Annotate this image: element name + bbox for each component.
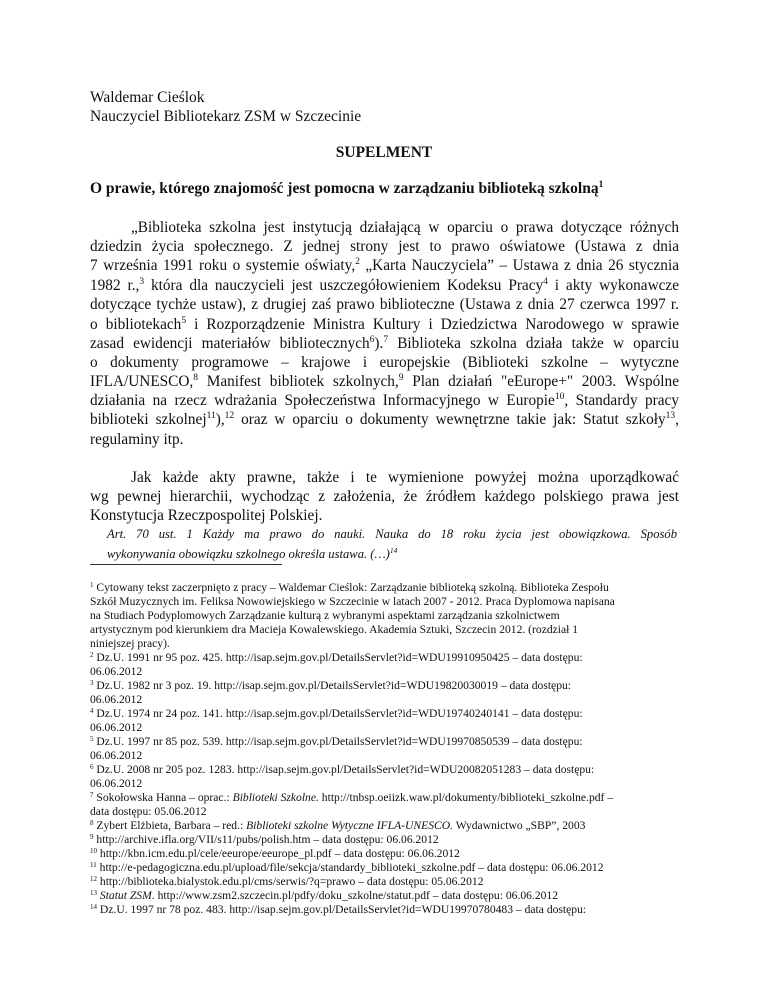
author-position: Nauczyciel Bibliotekarz ZSM w Szczecinie (90, 108, 362, 125)
paragraph-line: dotyczące tychże ustaw), z drugiej zaś prawo biblioteczne (Ustawa z dnia 27 czerwca 1997 r. (90, 296, 679, 313)
footnote-line: 06.06.2012 (90, 665, 143, 678)
footnote-1: $^1$ Cytowany tekst zaczerpnięto z pracy – Waldemar Cieślok: Zarządzanie biblioteką szkolną. Biblioteka Zespołu (90, 581, 609, 594)
document-heading: SUPELMENT (335, 144, 433, 161)
footnote-ref: 6 (369, 335, 375, 345)
footnote-ref: 7 (383, 335, 389, 345)
footnote-ref: 4 (543, 277, 548, 287)
footnote-ref: 12 (224, 411, 235, 421)
paragraph-line: wg pewnej hierarchii, wychodząc z założenia, że źródłem każdego polskiego prawa jest (90, 488, 679, 505)
paragraph-line: IFLA/UNESCO,$^8$ Manifest bibliotek szkolnych,$^9$ Plan działań "eEurope+" 2003. Wspólne (90, 373, 679, 390)
footnote-line: niniejszej pracy). (90, 637, 170, 650)
paragraph-line: biblioteki szkolnej$^{11}$),$^{12}$ oraz w oparciu o dokumenty wewnętrzne takie jak: Statut szkoły$^{13}$, (90, 411, 679, 428)
footnote-ref: 3 (139, 277, 145, 287)
paragraph-line: 7 września 1991 roku o systemie oświaty,$^2$ „Karta Nauczyciela” – Ustawa z dnia 26 stycznia (90, 257, 679, 274)
footnote-ref: 14 (389, 546, 398, 555)
footnote-9: $^9$ http://archive.ifla.org/VII/s11/pubs/polish.htm – data dostępu: 06.06.2012 (90, 833, 439, 846)
author-name: Waldemar Cieślok (90, 89, 205, 106)
footnote-10: $^{10}$ http://kbn.icm.edu.pl/cele/eeurope/eeurope_pl.pdf – data dostępu: 06.06.2012 (90, 847, 460, 860)
constitution-quote: Art. 70 ust. 1 Każdy ma prawo do nauki. Nauka do 18 roku życia jest obowiązkowa. Sposób (107, 527, 677, 541)
footnote-3: $^3$ Dz.U. 1982 nr 3 poz. 19. http://isap.sejm.gov.pl/DetailsServlet?id=WDU19820030019 – data dostępu: (90, 679, 572, 692)
paragraph-line: Konstytucja Rzeczpospolitej Polskiej. (90, 507, 323, 524)
footnote-ref: 9 (398, 373, 404, 383)
footnote-line: Szkół Muzycznych im. Feliksa Nowowiejskiego w Szczecinie w latach 2007 - 2012. Praca Dyplomowa napisana (90, 595, 615, 608)
footnote-line: 06.06.2012 (90, 721, 143, 734)
footnote-line: artystycznym pod kierunkiem dra Macieja Kowalewskiego. Akademia Sztuki, Szczecin 2012. (rozdział 1 (90, 623, 579, 636)
paragraph-line: zasad ewidencji materiałów bibliotecznych$^6$).$^7$ Biblioteka szkolna działa także w oparciu (90, 335, 679, 352)
footnote-line: data dostępu: 05.06.2012 (90, 805, 207, 818)
section-heading (90, 179, 603, 198)
paragraph-line: dziedzin życia społecznego. Z jednej strony jest to prawo oświatowe (Ustawa z dnia (90, 238, 679, 255)
footnote-4: $^4$ Dz.U. 1974 nr 24 poz. 141. http://isap.sejm.gov.pl/DetailsServlet?id=WDU19740240141 – data dostępu: (90, 707, 583, 720)
paragraph-line: regulaminy itp. (90, 431, 184, 448)
footnote-ref: 10 (554, 392, 565, 402)
paragraph-line: o bibliotekach$^5$ i Rozporządzenie Ministra Kultury i Dziedzictwa Narodowego w sprawie (90, 316, 679, 333)
footnote-line: na Studiach Podyplomowych Zarządzanie kulturą z wybranymi aspektami zarządzania szkolnictwem (90, 609, 560, 622)
paragraph-line: 1982 r.,$^3$ która dla nauczycieli jest uszczegółowieniem Kodeksu Pracy$^4$ i akty wykonawcze (90, 277, 679, 294)
footnote-14: $^{14}$ Dz.U. 1997 nr 78 poz. 483. http://isap.sejm.gov.pl/DetailsServlet?id=WDU19970780483 – data dostępu: (90, 903, 587, 916)
footnote-separator (90, 564, 282, 565)
footnote-6: $^6$ Dz.U. 2008 nr 205 poz. 1283. http://isap.sejm.gov.pl/DetailsServlet?id=WDU20082051283 – data dostępu: (90, 763, 595, 776)
footnote-13: $^{13}$ Statut ZSM. http://www.zsm2.szczecin.pl/pdfy/doku_szkolne/statut.pdf – data dostępu: 06.06.2012 (90, 889, 559, 902)
paragraph-line: o dokumenty programowe – krajowe i europejskie (Biblioteki szkolne – wytyczne (90, 354, 679, 371)
footnote-ref: 8 (193, 373, 199, 383)
footnote-ref: 5 (181, 316, 187, 326)
footnote-line: 06.06.2012 (90, 749, 143, 762)
paragraph-line: „Biblioteka szkolna jest instytucją działającą w oparciu o prawa dotyczące różnych (131, 219, 679, 236)
footnote-ref: 2 (355, 257, 360, 267)
footnote-line: 06.06.2012 (90, 777, 143, 790)
footnote-ref: 11 (206, 411, 216, 421)
footnote-11: $^{11}$ http://e-pedagogiczna.edu.pl/upload/file/sekcja/standardy_biblioteki_szkolne.pdf – data dostępu: 06.06.2012 (90, 861, 604, 874)
footnote-12: $^{12}$ http://biblioteka.bialystok.edu.pl/cms/serwis/?q=prawo – data dostępu: 05.06.2012 (90, 875, 484, 888)
paragraph-line: działania na rzecz wdrażania Społeczeństwa Informacyjnego w Europie$^{10}$, Standardy pracy (90, 392, 679, 409)
footnote-2: $^2$ Dz.U. 1991 nr 95 poz. 425. http://isap.sejm.gov.pl/DetailsServlet?id=WDU19910950425 – data dostępu: (90, 651, 583, 664)
footnote-ref: 1 (598, 180, 604, 190)
constitution-quote: wykonywania obowiązku szkolnego określa ustawa. (…)$^{14}$ (107, 546, 398, 561)
footnote-7: $^7$ Sokołowska Hanna – oprac.: Biblioteki Szkolne. http://tnbsp.oeiizk.waw.pl/dokumenty/biblioteki_szkolne.pdf – (90, 791, 614, 804)
footnote-8: $^8$ Zybert Elżbieta, Barbara – red.: Biblioteki szkolne Wytyczne IFLA-UNESCO. Wydawnictwo „SBP”, 2003 (90, 819, 586, 832)
footnote-ref: 13 (665, 411, 676, 421)
footnote-line: 06.06.2012 (90, 693, 143, 706)
section-heading-text: O prawie, którego znajomość jest pomocna w zarządzaniu biblioteką szkolną (90, 180, 599, 197)
footnote-5: $^5$ Dz.U. 1997 nr 85 poz. 539. http://isap.sejm.gov.pl/DetailsServlet?id=WDU19970850539 – data dostępu: (90, 735, 583, 748)
paragraph-line: Jak każde akty prawne, także i te wymienione powyżej można uporządkować (131, 469, 679, 486)
